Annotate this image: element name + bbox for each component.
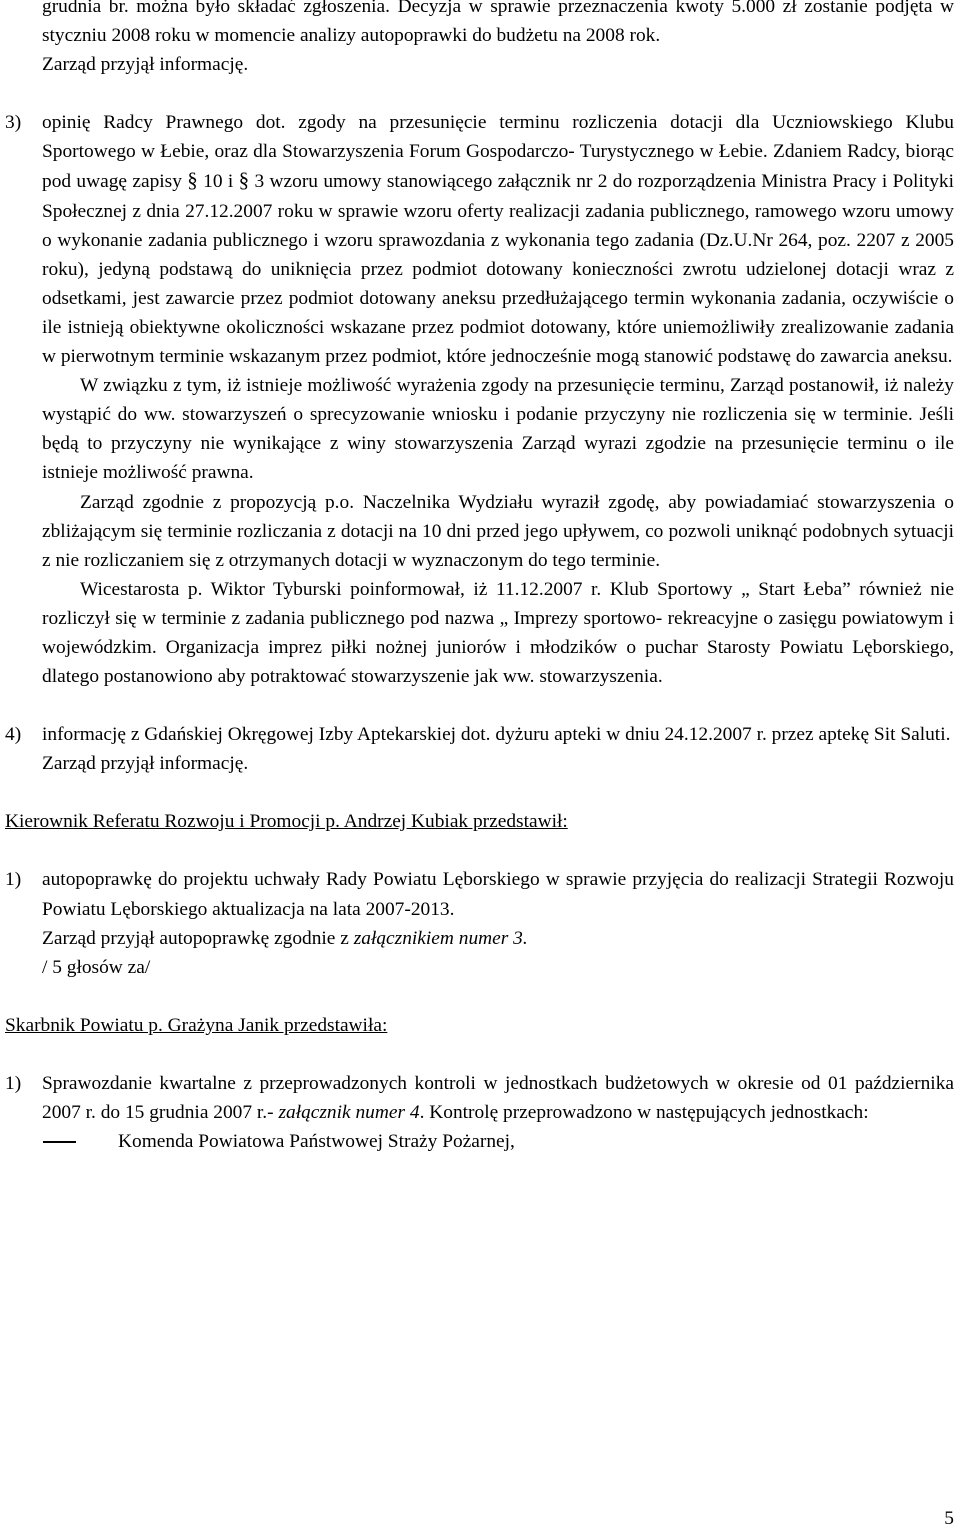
paragraph-item-4-result: Zarząd przyjął informację. <box>42 753 249 775</box>
list-item-kubiak-1 <box>5 865 954 923</box>
paragraph-item-3-decision: W związku z tym, iż istnieje możliwość wyrażenia zgody na przesunięcie terminu, Zarząd postanowił, iż należy wystąpić do ww. stowarzyszeń o sprecyzowanie wniosku i podanie przyczyny nie rozliczenia się w terminie. Jeśli będą to przyczyny nie wynikające z winy stowarzyszenia Zarząd wyrazi zgodzie na przesunięcie terminu o ile istnieje możliwość prawna. <box>42 375 954 484</box>
dash-bullet-icon <box>43 1141 76 1143</box>
section-sign-icon: § <box>187 168 198 193</box>
list-item-3 <box>5 108 954 371</box>
paragraph-item-3-vice-starost: Wicestarosta p. Wiktor Tyburski poinformował, iż 11.12.2007 r. Klub Sportowy „ Start Łeba” również nie rozliczył się w terminie z zadania publicznego pod nazwa „ Imprezy sportowo- rekreacyjne o zasięgu powiatowym i wojewódzkim. Organizacja imprez piłki nożnej juniorów i młodzików o puchar Starosty Powiatu Lęborskiego, dlatego postanowiono aby potraktować stowarzyszenie jak ww. stowarzyszenia. <box>42 578 954 688</box>
list-item-text: autopoprawkę do projektu uchwały Rady Powiatu Lęborskiego w sprawie przyjęcia do realizacji Strategii Rozwoju Powiatu Lęborskiego aktualizacja na lata 2007-2013. <box>42 869 954 920</box>
section-heading-kubiak: Kierownik Referatu Rozwoju i Promocji p. Andrzej Kubiak przedstawił: <box>5 811 568 833</box>
vote-count: / 5 głosów za/ <box>42 956 151 978</box>
list-item-4 <box>5 720 954 749</box>
paragraph-intro-result: Zarząd przyjął informację. <box>42 54 249 76</box>
list-item-3-text-b: 10 i <box>203 171 234 193</box>
list-item-3-text-c: 3 wzoru umowy stanowiącego załącznik nr 2 do rozporządzenia Ministra Pracy i Polityki Społecznej z dnia 27.12.2007 roku w sprawie wzoru oferty realizacji zadania publicznego, ramowego wzoru umowy o wykonanie zadania publicznego i wzoru sprawozdania z wykonania tego zadania (Dz.U.Nr 264, poz. 2207 z 2005 roku), jedyną podstawą do uniknięcia przez podmiot dotowany konieczności zwrotu udzielonej dotacji wraz z odsetkami, jest zawarcie przez podmiot dotowany aneksu przedłużającego termin wykonania zadania, oczywiście o ile istnieją obiektywne okoliczności wskazane przez podmiot dotowany, które uniemożliwiły zrealizowanie zadania w pierwotnym terminie wskazanym przez podmiot, które jednocześnie mogą stanowić podstawę do zawarcia aneksu. <box>42 171 954 368</box>
paragraph-item-3-agreement: Zarząd zgodnie z propozycją p.o. Naczelnika Wydziału wyraził zgodę, aby powiadamiać stowarzyszenia o zbliżającym się terminie rozliczania z dotacji na 10 dni przed jego upływem, co pozwoli uniknąć podobnych sytuacji z nie rozliczaniem się z otrzymanych dotacji w wyznaczonym do tego terminie. <box>42 491 954 571</box>
attachment-reference: załącznik numer 4 <box>278 1102 420 1123</box>
list-item-label: 1) <box>5 869 22 891</box>
list-item-4-text: informację z Gdańskiej Okręgowej Izby Aptekarskiej dot. dyżuru apteki w dniu 24.12.2007 r. przez aptekę Sit Saluti. <box>42 724 951 746</box>
list-item-4-label: 4) <box>5 724 22 746</box>
bullet-item <box>118 1127 960 1156</box>
list-item-3-text-a: opinię Radcy Prawnego dot. zgody na przesunięcie terminu rozliczenia dotacji dla Uczniowskiego Klubu Sportowego w Łebie, oraz dla Stowarzyszenia Forum Gospodarczo- Turystycznego w Łebie. Zdaniem Radcy, biorąc pod uwagę zapisy <box>42 112 954 193</box>
list-item-text-b: . Kontrolę przeprowadzono w następujących jednostkach: <box>419 1102 869 1123</box>
page-number: 5 <box>944 1508 954 1529</box>
result-text: Zarząd przyjął autopoprawkę zgodnie z <box>42 927 349 949</box>
bullet-text: Komenda Powiatowa Państwowej Straży Pożarnej, <box>118 1131 515 1153</box>
paragraph-kubiak-result <box>42 924 954 953</box>
list-item-text-a: Sprawozdanie kwartalne z przeprowadzonych kontroli w jednostkach budżetowych w okresie od 01 października 2007 r. do 15 grudnia 2007 r.- <box>42 1072 954 1123</box>
paragraph-intro: grudnia br. można było składać zgłoszenia. Decyzja w sprawie przeznaczenia kwoty 5.000 zł zostanie podjęta w styczniu 2008 roku w momencie analizy autopoprawki do budżetu na 2008 rok. <box>42 0 954 47</box>
attachment-reference: załącznikiem numer 3. <box>353 927 528 949</box>
list-item-janik-1 <box>5 1069 954 1127</box>
section-heading-janik: Skarbnik Powiatu p. Grażyna Janik przedstawiła: <box>5 1014 388 1036</box>
section-sign-icon: § <box>238 168 250 193</box>
list-item-label: 1) <box>5 1072 22 1094</box>
list-item-3-label: 3) <box>5 112 22 134</box>
